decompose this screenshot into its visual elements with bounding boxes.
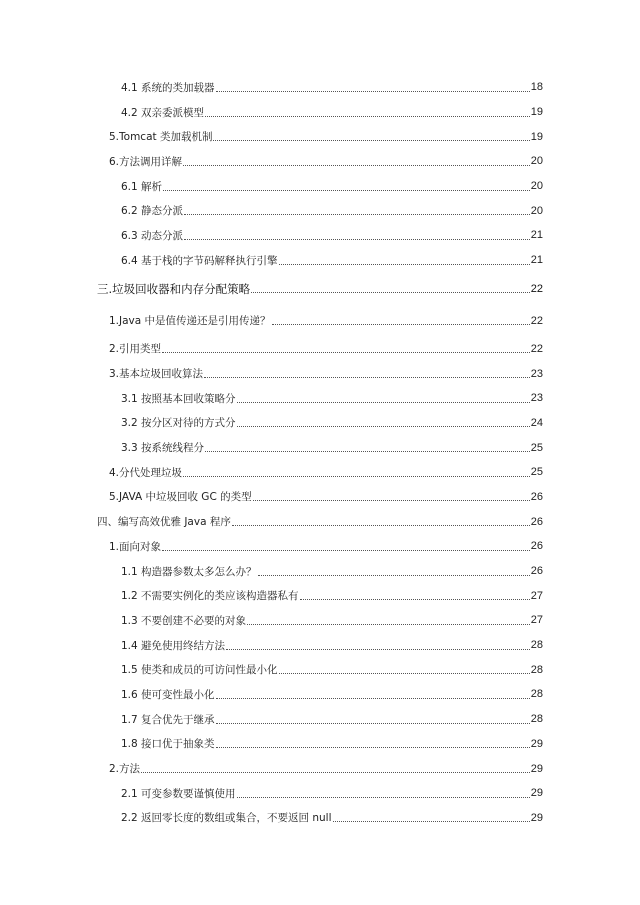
dot-leader xyxy=(162,352,530,353)
toc-entry-page-number: 27 xyxy=(530,589,543,602)
toc-entry[interactable] xyxy=(0,305,640,337)
toc-entry-title: 1.8 接口优于抽象类 xyxy=(121,738,215,751)
toc-entry[interactable] xyxy=(0,435,640,460)
toc-entry-page-number: 19 xyxy=(530,130,543,143)
toc-entry-page-number: 28 xyxy=(530,688,543,701)
toc-entry-page-number: 20 xyxy=(530,204,543,217)
toc-entry[interactable] xyxy=(0,485,640,510)
dot-leader xyxy=(226,649,530,650)
toc-entry-page-number: 20 xyxy=(530,180,543,193)
dot-leader xyxy=(163,190,530,191)
toc-entry-title: 1.7 复合优先于继承 xyxy=(121,713,215,726)
dot-leader xyxy=(237,426,530,427)
toc-entry-title: 4.1 系统的类加载器 xyxy=(121,81,215,94)
toc-entry-page-number: 25 xyxy=(530,441,543,454)
dot-leader xyxy=(216,698,530,699)
toc-entry-title: 1.4 避免使用终结方法 xyxy=(121,639,226,652)
toc-entry-page-number: 23 xyxy=(530,392,543,405)
toc-entry-title: 三.垃圾回收器和内存分配策略 xyxy=(97,281,251,296)
dot-leader xyxy=(258,575,530,576)
toc-entry-page-number: 28 xyxy=(530,639,543,652)
toc-entry-page-number: 22 xyxy=(530,342,543,355)
toc-entry-page-number: 26 xyxy=(530,515,543,528)
toc-entry-page-number: 21 xyxy=(530,229,543,242)
toc-entry-title: 1.3 不要创建不必要的对象 xyxy=(121,614,247,627)
toc-entry-title: 1.5 使类和成员的可访问性最小化 xyxy=(121,664,278,677)
dot-leader xyxy=(184,239,530,240)
toc-entry-title: 1.面向对象 xyxy=(109,540,162,553)
dot-leader xyxy=(162,550,530,551)
toc-entry[interactable] xyxy=(0,248,640,273)
toc-entry-title: 1.Java 中是值传递还是引用传递？ xyxy=(109,315,271,327)
toc-entry-title: 3.3 按系统线程分 xyxy=(121,442,205,455)
toc-entry[interactable] xyxy=(0,707,640,732)
toc-entry[interactable] xyxy=(0,460,640,485)
toc-entry[interactable] xyxy=(0,732,640,757)
toc-entry[interactable] xyxy=(0,633,640,658)
toc-entry[interactable] xyxy=(0,682,640,707)
toc-entry[interactable] xyxy=(0,534,640,559)
toc-entry-title: 3.2 按分区对待的方式分 xyxy=(121,417,236,430)
toc-entry[interactable] xyxy=(0,781,640,806)
toc-entry-title: 3.1 按照基本回收策略分 xyxy=(121,392,236,405)
dot-leader xyxy=(279,264,530,265)
dot-leader xyxy=(237,402,530,403)
dot-leader xyxy=(216,747,530,748)
toc-entry[interactable] xyxy=(0,273,640,305)
toc-entry-title: 6.3 动态分派 xyxy=(121,229,184,242)
dot-leader xyxy=(251,292,530,293)
toc-entry[interactable] xyxy=(0,756,640,781)
table-of-contents xyxy=(0,75,640,830)
dot-leader xyxy=(141,772,530,773)
toc-entry[interactable] xyxy=(0,198,640,223)
toc-entry[interactable] xyxy=(0,223,640,248)
toc-entry[interactable] xyxy=(0,75,640,100)
toc-entry-title: 2.方法 xyxy=(109,763,141,776)
dot-leader xyxy=(279,673,530,674)
toc-entry-page-number: 29 xyxy=(530,811,543,824)
toc-entry-page-number: 26 xyxy=(530,490,543,503)
toc-entry[interactable] xyxy=(0,509,640,534)
toc-entry[interactable] xyxy=(0,386,640,411)
toc-entry-title: 1.2 不需要实例化的类应该构造器私有 xyxy=(121,590,299,603)
toc-entry[interactable] xyxy=(0,337,640,362)
dot-leader xyxy=(184,214,530,215)
dot-leader xyxy=(333,821,530,822)
toc-entry[interactable] xyxy=(0,174,640,199)
toc-entry-page-number: 18 xyxy=(530,81,543,94)
dot-leader xyxy=(216,723,530,724)
dot-leader xyxy=(205,116,530,117)
toc-entry-page-number: 26 xyxy=(530,540,543,553)
toc-entry-page-number: 23 xyxy=(530,367,543,380)
toc-entry[interactable] xyxy=(0,361,640,386)
toc-entry-title: 4.分代处理垃圾 xyxy=(109,466,183,479)
toc-entry[interactable] xyxy=(0,608,640,633)
toc-entry[interactable] xyxy=(0,583,640,608)
toc-entry-page-number: 22 xyxy=(530,282,543,295)
toc-entry-title: 6.2 静态分派 xyxy=(121,205,184,218)
toc-entry[interactable] xyxy=(0,124,640,149)
toc-entry-title: 四、编写高效优雅 Java 程序 xyxy=(97,516,231,529)
toc-entry[interactable] xyxy=(0,411,640,436)
toc-entry-page-number: 29 xyxy=(530,762,543,775)
toc-entry-title: 2.1 可变参数要谨慎使用 xyxy=(121,787,236,800)
toc-entry-title: 1.6 使可变性最小化 xyxy=(121,688,215,701)
dot-leader xyxy=(213,140,529,141)
toc-entry-page-number: 21 xyxy=(530,254,543,267)
toc-entry[interactable] xyxy=(0,149,640,174)
toc-entry-title: 2.2 返回零长度的数组或集合，不要返回 null xyxy=(121,812,332,825)
dot-leader xyxy=(183,476,530,477)
dot-leader xyxy=(237,797,530,798)
toc-entry-page-number: 29 xyxy=(530,787,543,800)
toc-entry[interactable] xyxy=(0,559,640,584)
toc-entry-title: 5.Tomcat 类加载机制 xyxy=(109,131,213,144)
toc-entry-title: 6.4 基于栈的字节码解释执行引擎 xyxy=(121,254,278,267)
toc-entry-page-number: 28 xyxy=(530,713,543,726)
toc-entry-title: 3.基本垃圾回收算法 xyxy=(109,368,204,381)
toc-entry-page-number: 26 xyxy=(530,565,543,578)
toc-entry-page-number: 24 xyxy=(530,416,543,429)
toc-entry[interactable] xyxy=(0,657,640,682)
toc-entry-title: 6.方法调用详解 xyxy=(109,155,183,168)
toc-entry-title: 6.1 解析 xyxy=(121,180,163,193)
dot-leader xyxy=(183,165,530,166)
dot-leader xyxy=(272,324,530,325)
toc-entry-page-number: 25 xyxy=(530,466,543,479)
toc-entry-page-number: 22 xyxy=(530,314,543,327)
dot-leader xyxy=(253,500,530,501)
dot-leader xyxy=(232,525,530,526)
toc-entry-title: 5.JAVA 中垃圾回收 GC 的类型 xyxy=(109,491,252,504)
dot-leader xyxy=(247,624,530,625)
toc-entry[interactable] xyxy=(0,100,640,125)
toc-entry-page-number: 20 xyxy=(530,155,543,168)
dot-leader xyxy=(300,599,530,600)
dot-leader xyxy=(204,377,530,378)
toc-entry-page-number: 19 xyxy=(530,106,543,119)
dot-leader xyxy=(216,91,530,92)
toc-entry-title: 2.引用类型 xyxy=(109,343,162,356)
toc-entry-title: 4.2 双亲委派模型 xyxy=(121,106,205,119)
toc-entry-page-number: 29 xyxy=(530,737,543,750)
toc-entry[interactable] xyxy=(0,806,640,831)
toc-entry-page-number: 28 xyxy=(530,663,543,676)
toc-entry-page-number: 27 xyxy=(530,614,543,627)
toc-entry-title: 1.1 构造器参数太多怎么办？ xyxy=(121,565,257,578)
dot-leader xyxy=(205,451,530,452)
